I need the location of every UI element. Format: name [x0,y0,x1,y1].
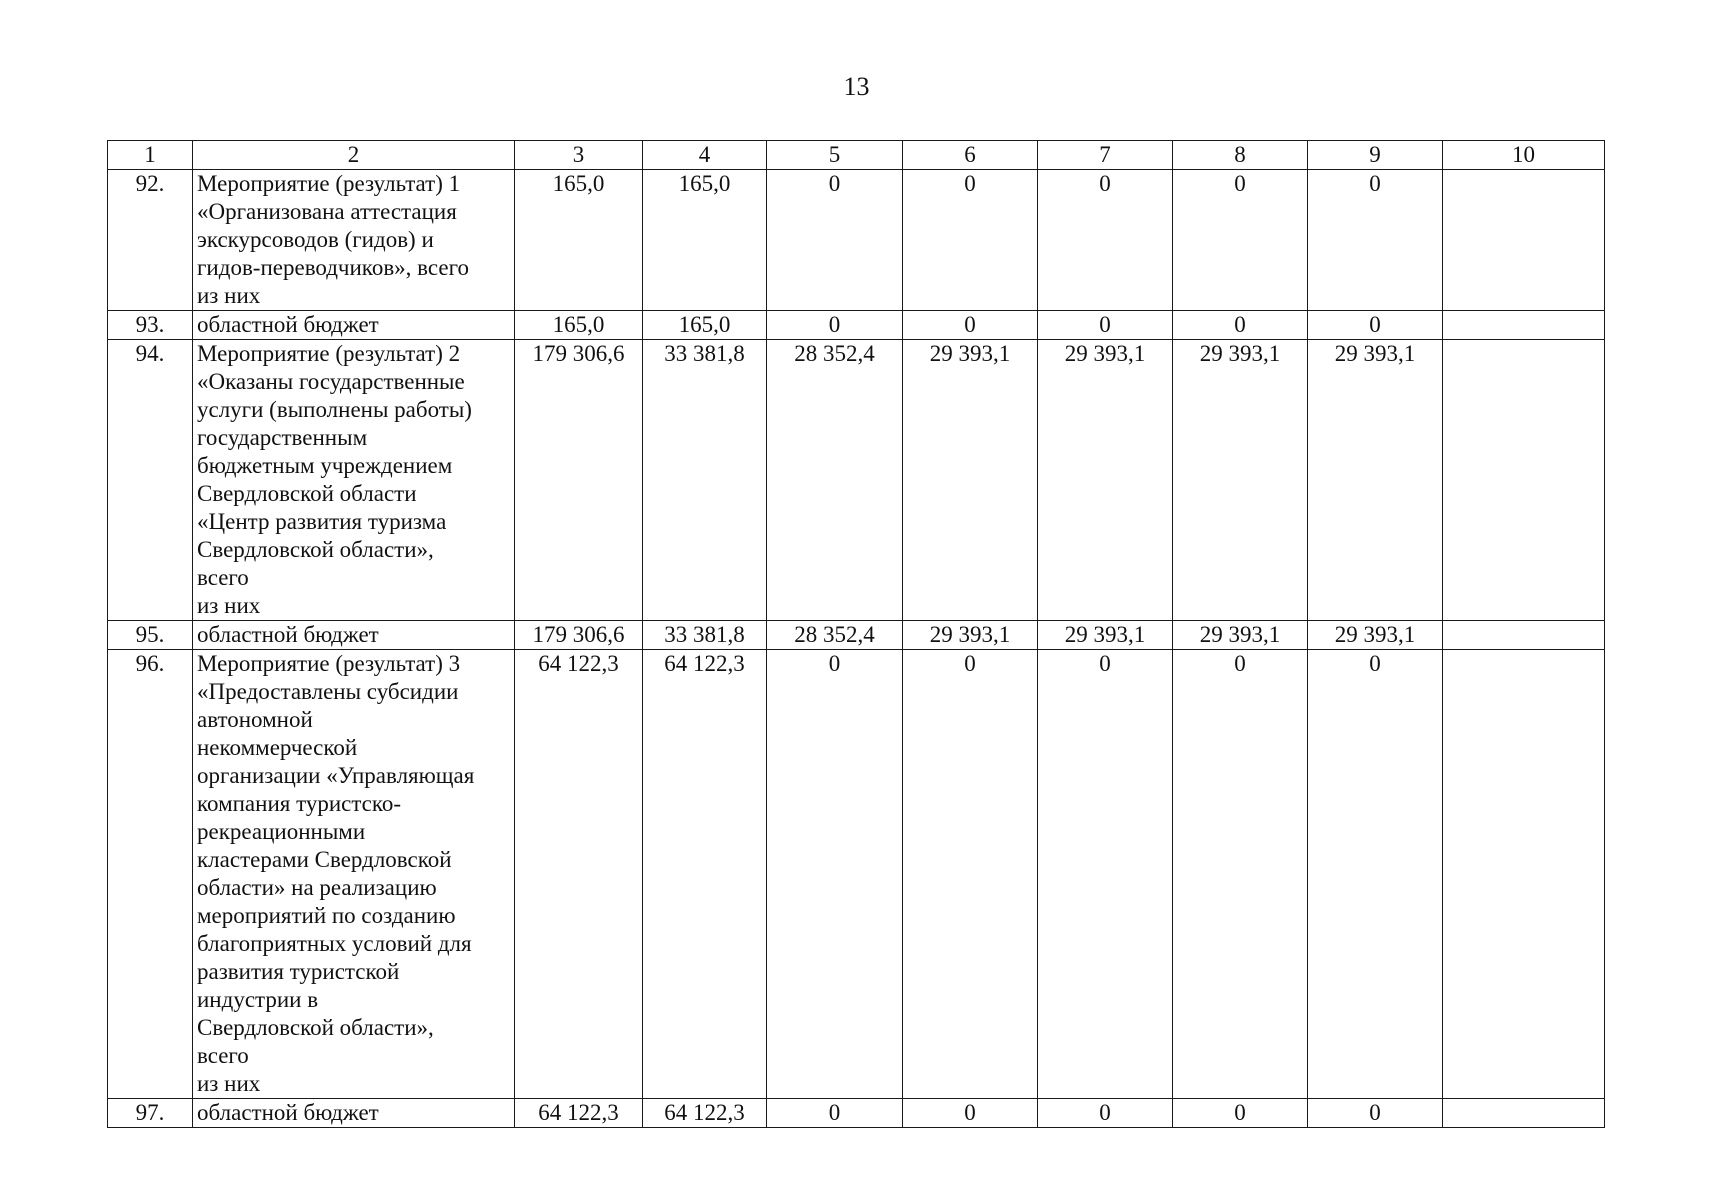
description-line: областной бюджет [197,622,379,647]
value-cell-col-7: 0 [1038,1099,1173,1128]
column-number: 2 [193,141,515,170]
value-cell-col-8: 0 [1173,311,1308,340]
description-line: бюджетным учреждением [197,453,453,478]
value-cell-col-6: 0 [903,650,1038,1099]
table-row [108,621,1605,650]
value-cell-col-7: 0 [1038,170,1173,311]
value-cell-col-5: 0 [767,1099,903,1128]
description-line: всего [197,565,249,590]
description-line: Свердловской области [197,481,417,506]
description-line: областной бюджет [197,312,379,337]
description-line: благоприятных условий для [197,931,472,956]
description-line: рекреационными [197,819,366,844]
description-line: организации «Управляющая [197,763,475,788]
description-line: автономной [197,707,313,732]
value-cell-col-5: 0 [767,650,903,1099]
row-description [193,170,515,311]
description-line: Мероприятие (результат) 3 [197,651,461,676]
column-number: 5 [767,141,903,170]
description-line: из них [197,593,261,618]
row-number: 93. [108,311,193,340]
column-number: 7 [1038,141,1173,170]
value-cell-col-4: 165,0 [643,311,767,340]
description-line: Мероприятие (результат) 1 [197,171,461,196]
value-cell-col-7: 0 [1038,650,1173,1099]
description-line: мероприятий по созданию [197,903,456,928]
description-line: Мероприятие (результат) 2 [197,341,461,366]
row-number: 92. [108,170,193,311]
value-cell-col-9: 0 [1308,311,1443,340]
value-cell-col-4: 64 122,3 [643,1099,767,1128]
table-body [108,141,1605,1128]
value-cell-col-8: 29 393,1 [1173,340,1308,621]
value-cell-col-10 [1443,170,1605,311]
description-line: услуги (выполнены работы) [197,397,472,422]
value-cell-col-6: 29 393,1 [903,621,1038,650]
value-cell-col-5: 0 [767,311,903,340]
value-cell-col-5: 0 [767,170,903,311]
value-cell-col-4: 33 381,8 [643,621,767,650]
row-number: 95. [108,621,193,650]
table-row [108,170,1605,311]
value-cell-col-7: 29 393,1 [1038,340,1173,621]
column-number: 9 [1308,141,1443,170]
description-line: «Центр развития туризма [197,509,447,534]
row-number: 94. [108,340,193,621]
description-line: «Оказаны государственные [197,369,465,394]
value-cell-col-9: 0 [1308,170,1443,311]
column-number: 10 [1443,141,1605,170]
value-cell-col-8: 0 [1173,650,1308,1099]
value-cell-col-8: 0 [1173,1099,1308,1128]
table-row [108,650,1605,1099]
value-cell-col-3: 64 122,3 [515,650,643,1099]
description-line: кластерами Свердловской [197,847,452,872]
description-line: Свердловской области», [197,1015,434,1040]
description-line: компания туристско- [197,791,402,816]
value-cell-col-4: 165,0 [643,170,767,311]
table-row [108,311,1605,340]
row-number: 97. [108,1099,193,1128]
value-cell-col-8: 29 393,1 [1173,621,1308,650]
description-line: всего [197,1043,249,1068]
page-number: 13 [843,72,870,101]
description-line: индустрии в [197,987,319,1012]
description-line: экскурсоводов (гидов) и [197,227,434,252]
value-cell-col-9: 29 393,1 [1308,621,1443,650]
value-cell-col-10 [1443,621,1605,650]
description-line: «Организована аттестация [197,199,457,224]
value-cell-col-9: 0 [1308,1099,1443,1128]
row-description [193,650,515,1099]
value-cell-col-3: 165,0 [515,170,643,311]
description-line: области» на реализацию [197,875,437,900]
value-cell-col-3: 179 306,6 [515,621,643,650]
value-cell-col-10 [1443,1099,1605,1128]
value-cell-col-4: 64 122,3 [643,650,767,1099]
column-number: 4 [643,141,767,170]
description-line: областной бюджет [197,1100,379,1125]
row-description [193,311,515,340]
value-cell-col-10 [1443,650,1605,1099]
value-cell-col-10 [1443,311,1605,340]
description-line: Свердловской области», [197,537,434,562]
value-cell-col-6: 0 [903,311,1038,340]
row-description [193,1099,515,1128]
value-cell-col-4: 33 381,8 [643,340,767,621]
value-cell-col-5: 28 352,4 [767,340,903,621]
value-cell-col-3: 179 306,6 [515,340,643,621]
value-cell-col-7: 29 393,1 [1038,621,1173,650]
value-cell-col-8: 0 [1173,170,1308,311]
column-number: 3 [515,141,643,170]
row-number: 96. [108,650,193,1099]
column-number-row [108,141,1605,170]
value-cell-col-7: 0 [1038,311,1173,340]
value-cell-col-6: 0 [903,1099,1038,1128]
value-cell-col-10 [1443,340,1605,621]
description-line: гидов-переводчиков», всего [197,255,469,280]
column-number: 6 [903,141,1038,170]
value-cell-col-3: 64 122,3 [515,1099,643,1128]
description-line: государственным [197,425,368,450]
value-cell-col-9: 0 [1308,650,1443,1099]
description-line: некоммерческой [197,735,358,760]
description-line: из них [197,283,261,308]
description-line: «Предоставлены субсидии [197,679,459,704]
value-cell-col-3: 165,0 [515,311,643,340]
description-line: из них [197,1071,261,1096]
value-cell-col-9: 29 393,1 [1308,340,1443,621]
column-number: 8 [1173,141,1308,170]
table-row [108,340,1605,621]
value-cell-col-5: 28 352,4 [767,621,903,650]
description-line: развития туристской [197,959,400,984]
table-row [108,1099,1605,1128]
column-number: 1 [108,141,193,170]
value-cell-col-6: 0 [903,170,1038,311]
row-description [193,621,515,650]
budget-table [107,140,1605,1128]
row-description [193,340,515,621]
value-cell-col-6: 29 393,1 [903,340,1038,621]
